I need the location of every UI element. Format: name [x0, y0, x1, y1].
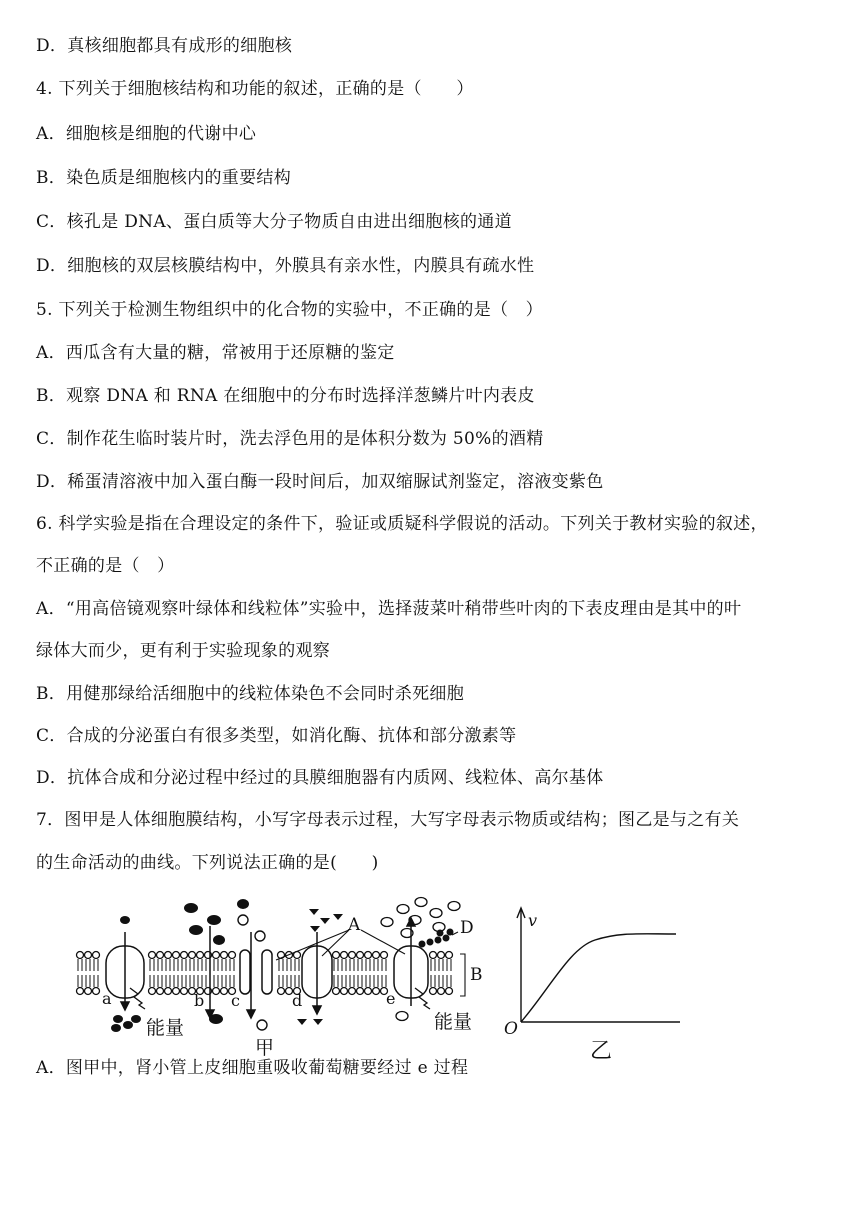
option-line: C．核孔是 DNA、蛋白质等大分子物质自由进出细胞核的通道: [36, 212, 512, 232]
label-D: D: [460, 918, 474, 938]
figure-caption-jia: 甲: [255, 1037, 275, 1059]
option-line: B．染色质是细胞核内的重要结构: [36, 168, 291, 188]
option-line: A．“用高倍镜观察叶绿体和线粒体”实验中，选择菠菜叶稍带些叶肉的下表皮理由是其中的叶: [36, 599, 742, 619]
origin-label: O: [504, 1019, 518, 1039]
inner-molecules: [111, 1014, 323, 1032]
option-line: A．西瓜含有大量的糖，常被用于还原糖的鉴定: [36, 343, 395, 363]
option-line: D．细胞核的双层核膜结构中，外膜具有亲水性，内膜具有疏水性: [36, 256, 535, 276]
energy-label: 能量: [434, 1011, 473, 1033]
axis-v-label: v: [528, 911, 538, 930]
figure-caption-yi: 乙: [590, 1039, 613, 1063]
energy-label: 能量: [146, 1017, 185, 1039]
option-line: D．稀蛋清溶液中加入蛋白酶一段时间后，加双缩脲试剂鉴定，溶液变紫色: [36, 472, 604, 492]
option-line: B．用健那绿给活细胞中的线粒体染色不会同时杀死细胞: [36, 684, 464, 704]
label-B: B: [470, 965, 483, 985]
channel-left: [240, 950, 250, 994]
membrane-figure: [70, 888, 690, 1063]
process-e-label: e: [386, 989, 396, 1008]
rate-curve: [521, 934, 676, 1022]
option-line: D．抗体合成和分泌过程中经过的具膜细胞器有内质网、线粒体、高尔基体: [36, 768, 604, 788]
option-line: C．合成的分泌蛋白有很多类型，如消化酶、抗体和部分激素等: [36, 726, 517, 746]
option-line: C．制作花生临时装片时，洗去浮色用的是体积分数为 50%的酒精: [36, 429, 544, 449]
question-4-stem: 4. 下列关于细胞核结构和功能的叙述，正确的是（ ）: [36, 79, 474, 99]
outer-molecules: [120, 899, 343, 945]
option-line: B．观察 DNA 和 RNA 在细胞中的分布时选择洋葱鳞片叶内表皮: [36, 386, 535, 406]
question-6-stem-cont: 不正确的是（ ）: [36, 556, 175, 576]
process-c-label: c: [231, 991, 240, 1010]
label-A: A: [348, 915, 361, 935]
process-b-label: b: [194, 991, 205, 1010]
question-7-stem: 7．图甲是人体细胞膜结构，小写字母表示过程，大写字母表示物质或结构；图乙是与之有关: [36, 810, 740, 830]
process-a-label: a: [102, 989, 112, 1008]
option-line: A．图甲中，肾小管上皮细胞重吸收葡萄糖要经过 e 过程: [36, 1058, 469, 1078]
question-6-stem: 6. 科学实验是指在合理设定的条件下，验证或质疑科学假说的活动。下列关于教材实验的叙述，: [36, 514, 768, 534]
question-5-stem: 5. 下列关于检测生物组织中的化合物的实验中，不正确的是（ ）: [36, 300, 543, 320]
option-line-cont: 绿体大而少，更有利于实验现象的观察: [36, 641, 331, 661]
question-7-stem-cont: 的生命活动的曲线。下列说法正确的是( ): [36, 853, 379, 873]
process-d-label: d: [292, 991, 303, 1010]
text-line: D．真核细胞都具有成形的细胞核: [36, 36, 293, 56]
option-line: A．细胞核是细胞的代谢中心: [36, 124, 257, 144]
channel-right: [262, 950, 272, 994]
graph-yi: [517, 908, 680, 1022]
